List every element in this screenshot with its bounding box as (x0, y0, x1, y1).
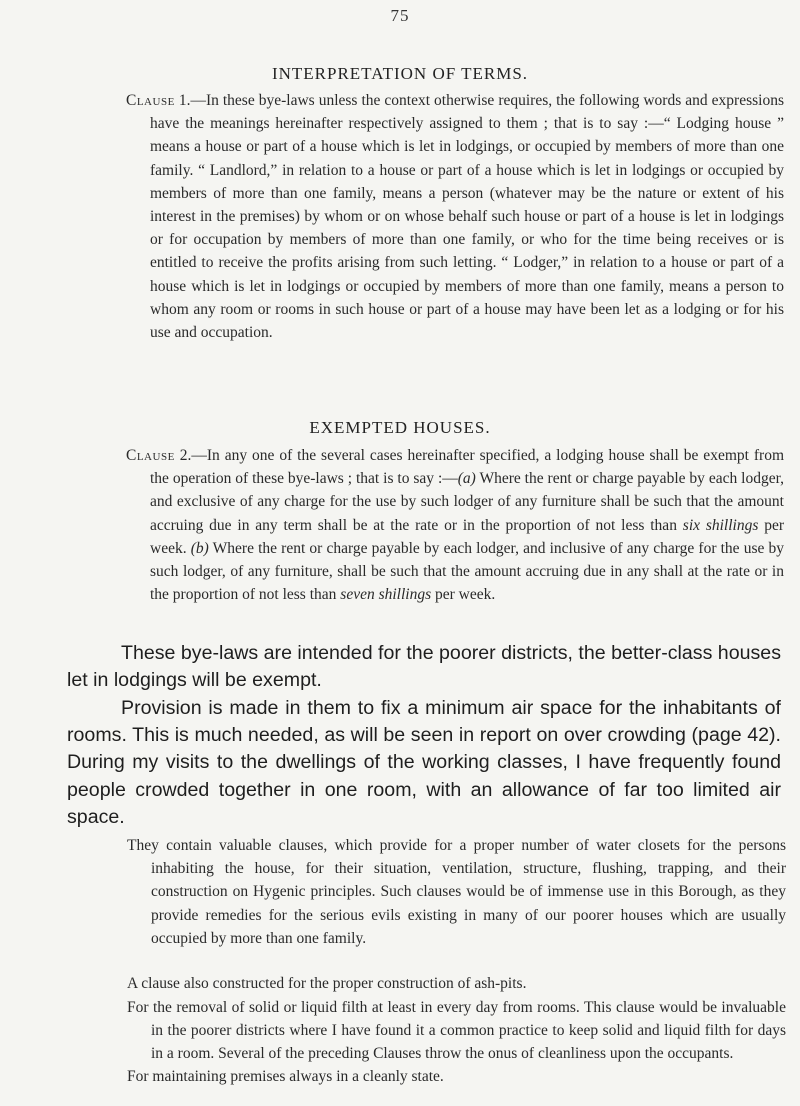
clause-2 (126, 444, 784, 606)
clause-2-text-e: per week. (431, 586, 496, 604)
note-ash-pits: A clause also constructed for the proper construction of ash-pits. (127, 975, 527, 992)
clause-1-text: .—In these bye-laws unless the context otherwise requires, the following words and expressions have the meanings hereinafter respectively assigned to them ; that is to say :—“ Lodging house ” means a house or part of a house which is let in lodgings, or occupied by members of more than one family. “ Landlord,” in relation to a house or part of a house which is let in lodgings or occupied by members of more than one family, means a person (whatever may be the nature or extent of his interest in the premises) by whom or on whose behalf such house or part of a house is let in lodgings or for occupation by members of more than one family, or who for the time being receives or is entitled to receive the profits arising from such letting. “ Lodger,” in relation to a house or part of a house which is let in lodgings or occupied by members of more than one family, means a person to whom any room or rooms in such house or part of a house may have been let as a lodging or for his use and occupation. (150, 92, 784, 342)
clause-1 (126, 89, 784, 344)
clause-2-amount-a: six shillings (682, 516, 759, 534)
note-filth-removal: For the removal of solid or liquid filth at least in every day from rooms. This clause would be invaluable in the poorer districts where I have found it a common practice to keep solid and liquid filth for days in a room. Several of the preceding Clauses throw the onus of cleanliness upon the occupants. (127, 999, 786, 1063)
clause-2-text-b: Where the rent or charge payable by each lodger, and exclusive of any charge for the use by such lodger of any furniture shall be such that the amount accruing due in any term shall be at the rate or in the proportion of not less than (150, 470, 784, 534)
note-water-closets: They contain valuable clauses, which provide for a proper number of water closets for the persons inhabiting the house, for their situation, ventilation, structure, flushing, trapping, and their construction on Hygenic principles. Such clauses would be of immense use in this Borough, as they provide remedies for the serious evils existing in many of our poorer houses which are usually occupied by more than one family. (127, 837, 786, 947)
clause-2-text-c: per week. (150, 516, 784, 557)
heading-interpretation: INTERPRETATION OF TERMS. (271, 64, 529, 83)
clause-2-mark-b: (b) (190, 539, 209, 557)
commentary-paragraph-1: These bye-laws are intended for the poorer districts, the better-class houses let in lodgings will be exempt. (67, 642, 781, 692)
note-cleanly-state: For maintaining premises always in a cleanly state. (127, 1068, 444, 1085)
clause-2-label: Clause (126, 447, 175, 464)
clause-2-text-a: .—In any one of the several cases hereinafter specified, a lodging house shall be exempt from the operation of these bye-laws ; that is to say :— (150, 447, 784, 488)
clause-2-amount-b: seven shillings (340, 586, 432, 604)
clause-2-mark-a: (a) (457, 470, 476, 488)
page-number: 75 (390, 6, 410, 25)
clause-2-text-d: Where the rent or charge payable by each lodger, and inclusive of any charge for the use by such lodger, of any furniture, shall be such that the amount accruing due in any shall at the rate or in the proportion of not less than (150, 539, 784, 604)
clause-1-label: Clause (126, 92, 175, 109)
heading-exempted: EXEMPTED HOUSES. (309, 418, 491, 437)
clause-1-number: 1 (178, 92, 187, 109)
commentary-paragraph-2: Provision is made in them to fix a minimum air space for the inhabitants of rooms. This is much needed, as will be seen in report on over crowding (page 42). During my visits to the dwellings of the working classes, I have frequently found people crowded together in one room, with an allowance of far too limited air space. (67, 697, 781, 828)
clause-2-number: 2 (179, 447, 188, 464)
